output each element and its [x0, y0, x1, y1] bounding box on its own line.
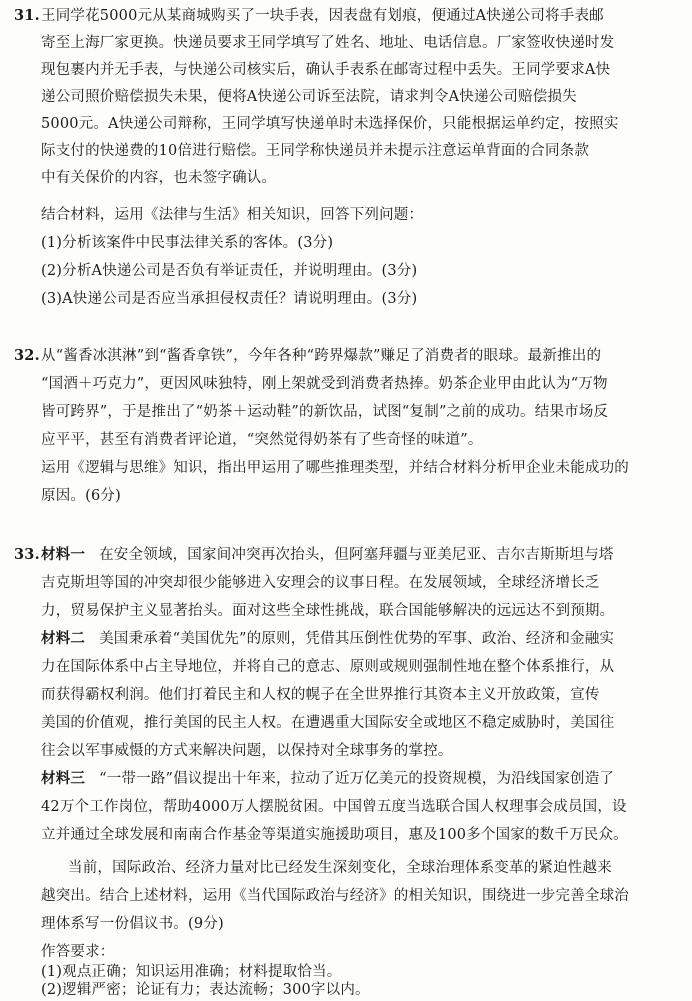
- q33-material2-label: 材料二: [41, 630, 86, 647]
- q31-sub-question-2: (2)分析A快递公司是否负有举证责任，并说明理由。(3分): [41, 263, 418, 279]
- q33-material3-label: 材料三: [41, 770, 86, 787]
- q33-material2-line: 美国秉承着“美国优先”的原则，凭借其压倒性优势的军事、政治、经济和金融实: [99, 631, 615, 647]
- q33-material3-line: “一带一路”倡议提出十年来，拉动了近万亿美元的投资规模，为沿线国家创造了: [99, 771, 615, 787]
- q31-instruction: 结合材料，运用《法律与生活》相关知识，回答下列问题：: [41, 207, 424, 223]
- q32-material-line: 从“酱香冰淇淋”到“酱香拿铁”，今年各种“跨界爆款”赚足了消费者的眼球。最新推出的: [41, 348, 602, 364]
- q32-material-line: 皆可跨界”，于是推出了“奶茶＋运动鞋”的新饮品，试图“复制”之前的成功。结果市场反: [41, 404, 609, 420]
- q33-material2-line: 美国的价值观，推行美国的民主人权。在遭遇重大国际安全或地区不稳定威胁时，美国往: [41, 715, 615, 731]
- q33-material2-line: 力在国际体系中占主导地位，并将自己的意志、原则或规则强制性地在整个体系推行，从: [41, 659, 615, 675]
- q33-material3-line: 42万个工作岗位，帮助4000万人摆脱贫困。中国曾五度当选联合国人权理事会成员国，设: [41, 799, 627, 815]
- q31-material-line: 王同学花5000元从某商城购买了一块手表，因表盘有划痕，便通过A快递公司将手表邮: [41, 8, 604, 24]
- q31-number: 31.: [14, 7, 40, 24]
- q31-sub-question-1: (1)分析该案件中民事法律关系的客体。(3分): [41, 235, 334, 251]
- q31-material-line: 寄至上海厂家更换。快递员要求王同学填写了姓名、地址、电话信息。厂家签收快递时发: [41, 35, 615, 51]
- q33-material2-line: 往会以军事威慑的方式来解决问题，以保持对全球事务的掌控。: [41, 743, 453, 759]
- q32-material-line: “国酒＋巧克力”，更因风味独特，刚上架就受到消费者热捧。奶茶企业甲由此认为“万物: [41, 376, 608, 392]
- q33-material1-line: 力，贸易保护主义显著抬头。面对这些全球性挑战，联合国能够解决的远远达不到预期。: [41, 603, 615, 619]
- q32-question-line: 原因。(6分): [41, 488, 121, 504]
- q32-number: 32.: [14, 347, 40, 364]
- q33-requirement-2: (2)逻辑严密；论证有力；表达流畅；300字以内。: [41, 982, 370, 998]
- q31-material-line: 中有关保价的内容，也未签字确认。: [41, 170, 277, 186]
- q33-material1-label: 材料一: [41, 546, 86, 563]
- q33-material2-first-line: [41, 629, 614, 649]
- q33-requirements-title: 作答要求：: [41, 944, 115, 960]
- q33-question-line: 当前，国际政治、经济力量对比已经发生深刻变化，全球治理体系变革的紧迫性越来: [68, 860, 612, 876]
- q31-line-1: [14, 6, 604, 26]
- q33-material1-line: 吉克斯坦等国的冲突却很少能够进入安理会的议事日程。在发展领域，全球经济增长乏: [41, 575, 600, 591]
- q33-material1-line: 在安全领域，国家间冲突再次抬头，但阿塞拜疆与亚美尼亚、吉尔吉斯斯坦与塔: [99, 547, 614, 563]
- q33-material3-first-line: [41, 769, 614, 789]
- q33-material3-line: 立并通过全球发展和南南合作基金等渠道实施援助项目，惠及100多个国家的数千万民众。: [41, 827, 628, 843]
- q31-material-line: 现包裹内并无手表，与快递公司核实后，确认手表系在邮寄过程中丢失。王同学要求A快: [41, 62, 611, 78]
- q33-number: 33.: [14, 546, 40, 563]
- q33-requirement-1: (1)观点正确；知识运用准确；材料提取恰当。: [41, 964, 342, 980]
- q33-question-line: 理体系写一份倡议书。(9分): [41, 916, 224, 932]
- q32-question-line: 运用《逻辑与思维》知识，指出甲运用了哪些推理类型，并结合材料分析甲企业未能成功的: [41, 460, 629, 476]
- q31-material-line: 递公司照价赔偿损失未果，便将A快递公司诉至法院，请求判令A快递公司赔偿损失: [41, 89, 577, 105]
- q33-question-line: 越突出。结合上述材料，运用《当代国际政治与经济》的相关知识，围绕进一步完善全球治: [41, 888, 629, 904]
- q31-material-line: 5000元。A快递公司辩称，王同学填写快递单时未选择保价，只能根据运单约定，按照实: [41, 116, 619, 132]
- q33-material2-line: 而获得霸权利润。他们打着民主和人权的幌子在全世界推行其资本主义开放政策，宣传: [41, 687, 600, 703]
- q32-line-1: [14, 346, 601, 366]
- q33-line-1: [14, 545, 614, 565]
- q31-sub-question-3: (3)A快递公司是否应当承担侵权责任？请说明理由。(3分): [41, 291, 418, 307]
- q31-material-line: 际支付的快递费的10倍进行赔偿。王同学称快递员并未提示注意运单背面的合同条款: [41, 143, 590, 159]
- q32-material-line: 应平平，甚至有消费者评论道，“突然觉得奶茶有了些奇怪的味道”。: [41, 432, 483, 448]
